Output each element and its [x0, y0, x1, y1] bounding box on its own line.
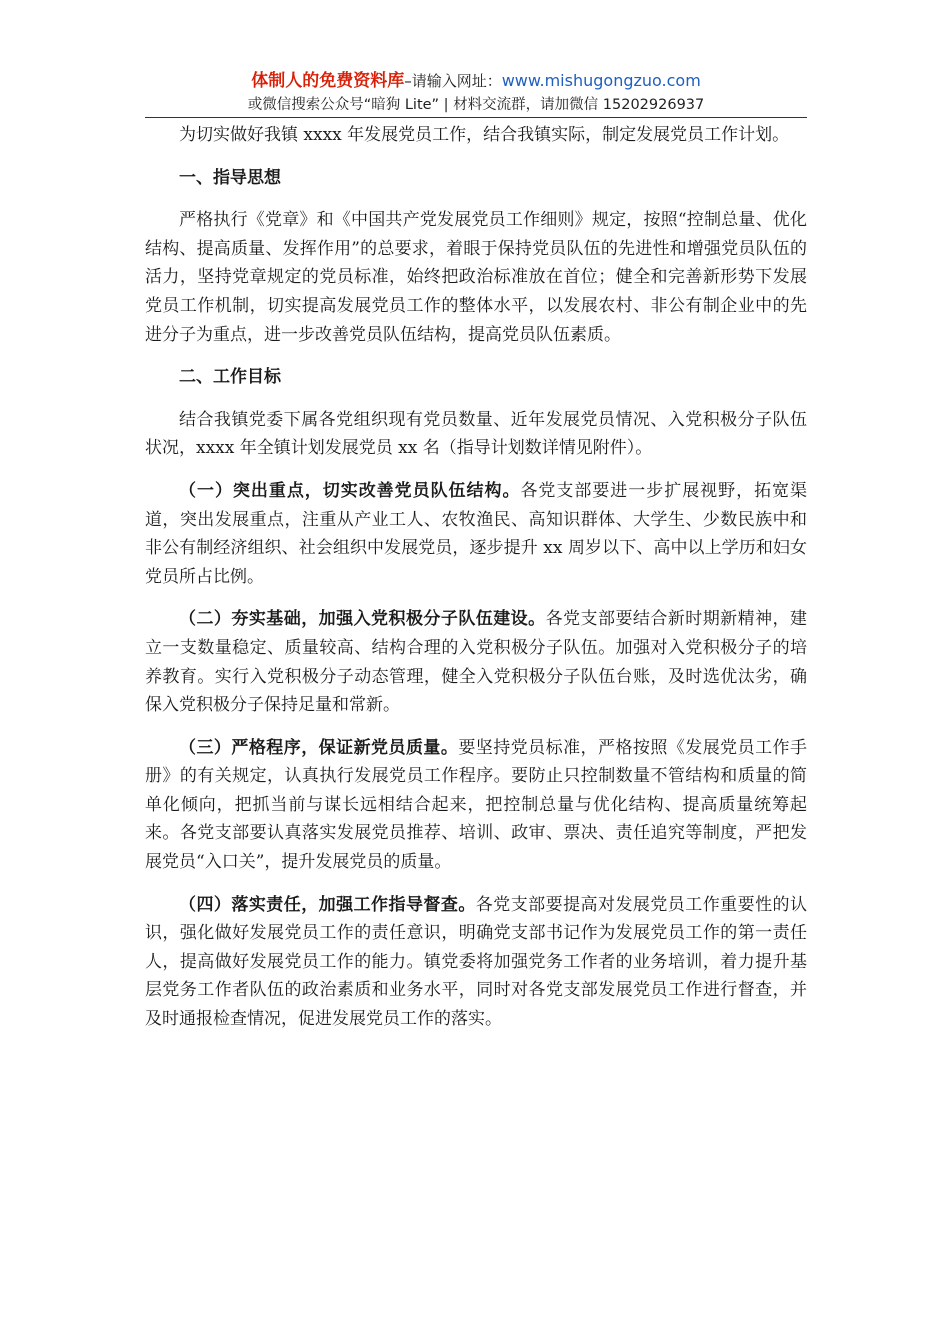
document-body: [145, 121, 807, 1034]
item-paragraph-3: [145, 734, 807, 877]
header-banner: [145, 68, 807, 94]
item-lead-1: （一）突出重点，切实改善党员队伍结构。: [179, 480, 521, 501]
header-divider: [145, 117, 807, 118]
item-lead-2: （二）夯实基础，加强入党积极分子队伍建设。: [179, 609, 546, 630]
item-lead-4: （四）落实责任，加强工作指导督查。: [179, 894, 476, 915]
work-goals-paragraph: 结合我镇党委下属各党组织现有党员数量、近年发展党员情况、入党积极分子队伍状况，xxxx 年全镇计划发展党员 xx 名（指导计划数详情见附件）。: [145, 409, 807, 459]
spacer: [145, 392, 807, 406]
header-contact: 或微信搜索公众号“暗狗 Lite” | 材料交流群，请加微信 15202926937: [247, 97, 705, 113]
spacer: [145, 877, 807, 891]
item-paragraph-4: [145, 891, 807, 1034]
item-lead-3: （三）严格程序，保证新党员质量。: [179, 737, 459, 758]
spacer: [145, 349, 807, 363]
url-prompt: –请输入网址：: [404, 72, 502, 90]
item-paragraph-1: [145, 477, 807, 591]
guiding-thought-paragraph: 严格执行《党章》和《中国共产党发展党员工作细则》规定，按照“控制总量、优化结构、提高质量、发挥作用”的总要求，着眼于保持党员队伍的先进性和增强党员队伍的活力，坚持党章规定的党员标准，始终把政治标准放在首位；健全和完善新形势下发展党员工作机制，切实提高发展党员工作的整体水平，以发展农村、非公有制企业中的先进分子为重点，进一步改善党员队伍结构，提高党员队伍素质。: [145, 210, 807, 345]
spacer: [145, 150, 807, 164]
spacer: [145, 192, 807, 206]
spacer: [145, 591, 807, 605]
brand-title: 体制人的免费资料库: [251, 71, 405, 91]
item-paragraph-2: [145, 605, 807, 719]
section-heading-guiding-thought: 一、指导思想: [179, 167, 281, 188]
spacer: [145, 463, 807, 477]
item-text-2: 各党支部要结合新时期新精神，建立一支数量稳定、质量较高、结构合理的入党积极分子队伍。加强对入党积极分子的培养教育。实行入党积极分子动态管理，健全入党积极分子队伍台账，及时选优汰劣，确保入党积极分子保持足量和常新。: [145, 609, 808, 716]
site-url-link[interactable]: www.mishugongzuo.com: [501, 71, 701, 90]
item-text-4: 各党支部要提高对发展党员工作重要性的认识，强化做好发展党员工作的责任意识，明确党支部书记作为发展党员工作的第一责任人，提高做好发展党员工作的能力。镇党委将加强党务工作者的业务培训，着力提升基层党务工作者队伍的政治素质和业务水平，同时对各党支部发展党员工作进行督查，并及时通报检查情况，促进发展党员工作的落实。: [145, 894, 808, 1030]
item-text-1: 各党支部要进一步扩展视野，拓宽渠道，突出发展重点，注重从产业工人、农牧渔民、高知识群体、大学生、少数民族中和非公有制经济组织、社会组织中发展党员，逐步提升 xx 周岁以下、高中以上学历和妇女党员所占比例。: [145, 480, 808, 587]
section-heading-work-goals: 二、工作目标: [179, 367, 281, 388]
intro-paragraph: 为切实做好我镇 xxxx 年发展党员工作，结合我镇实际，制定发展党员工作计划。: [179, 125, 790, 145]
spacer: [145, 720, 807, 734]
item-text-3: 要坚持党员标准，严格按照《发展党员工作手册》的有关规定，认真执行发展党员工作程序。要防止只控制数量不管结构和质量的简单化倾向，把抓当前与谋长远相结合起来，把控制总量与优化结构、提高质量统筹起来。各党支部要认真落实发展党员推荐、培训、政审、票决、责任追究等制度，严把发展党员“入口关”，提升发展党员的质量。: [145, 737, 808, 873]
page-header: [145, 68, 807, 116]
